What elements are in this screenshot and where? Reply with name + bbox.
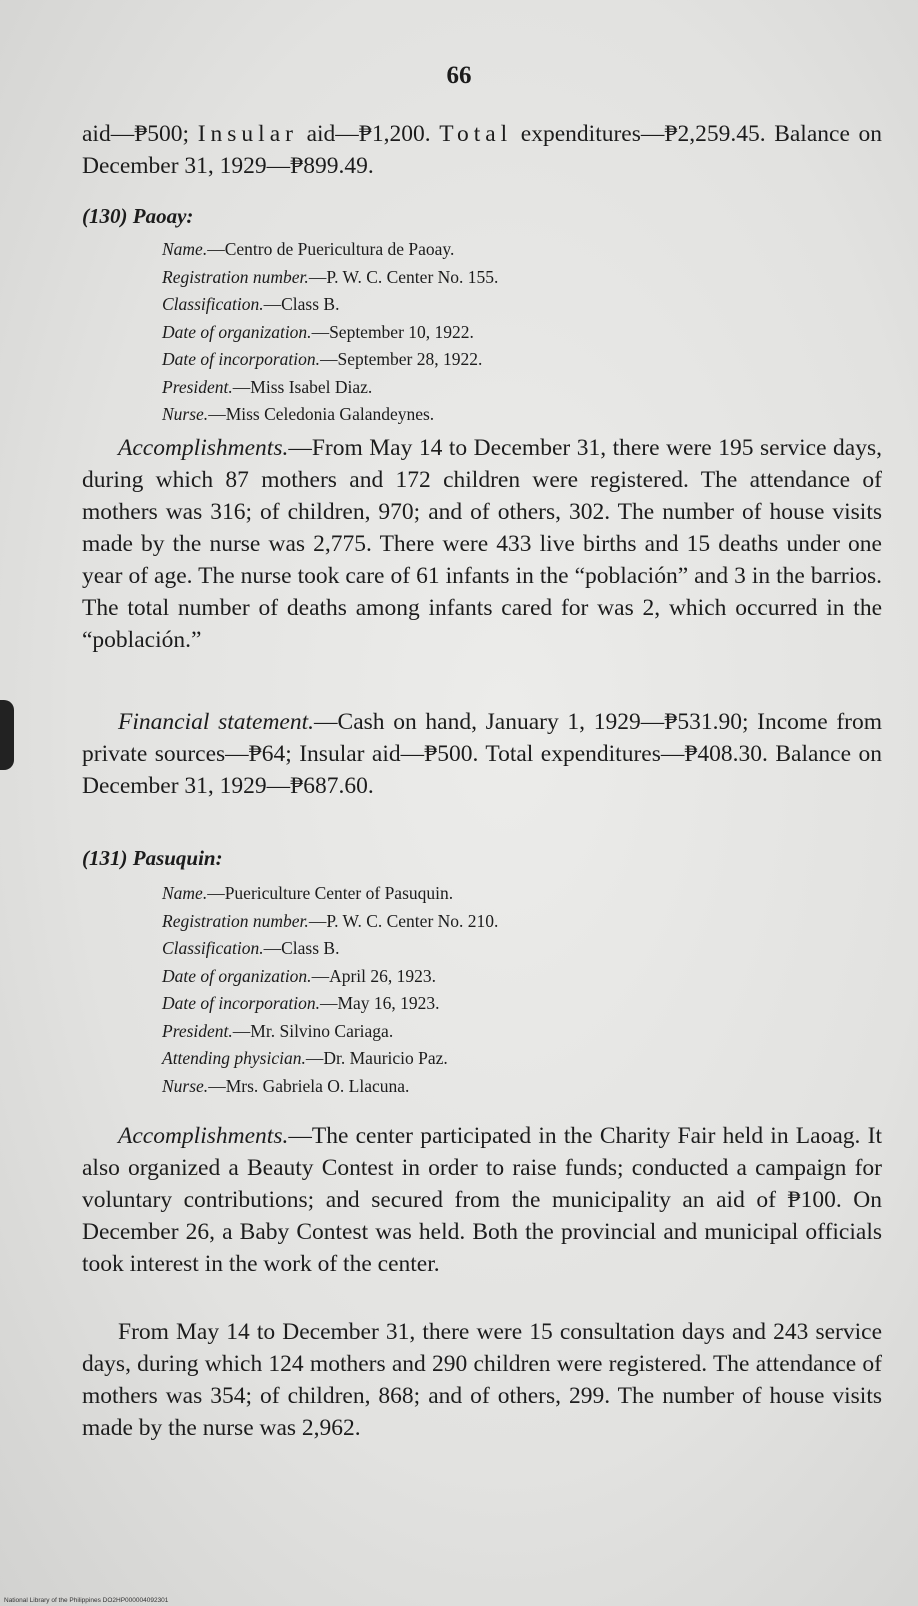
accomplishments-paragraph-pasuquin <box>82 1120 882 1280</box>
detail-label: Classification. <box>162 938 264 958</box>
detail-value: —Mrs. Gabriela O. Llacuna. <box>208 1075 410 1096</box>
financial-paragraph-paoay <box>82 706 882 802</box>
detail-value: —May 16, 1923. <box>319 993 440 1013</box>
paragraph-text: —The center participated in the Charity Fair held in Laoag. It also organized a Beauty Contest in order to raise funds; conducted a campaign for voluntary contributions; and secured from the municipality an aid of ₱100. On December 26, a Baby Contest was held. Both the provincial and municipal officials took interest in the work of the center. <box>82 1123 882 1277</box>
detail-value: —P. W. C. Center No. 155. <box>308 266 499 287</box>
accomplishments-paragraph-paoay <box>82 432 882 656</box>
text-run: expenditures—₱2,259.45. Balance on December 31, 1929—₱899.49. <box>82 121 882 179</box>
detail-item <box>162 319 882 347</box>
detail-value: —Dr. Mauricio Paz. <box>305 1048 448 1068</box>
paragraph-lead: Accomplishments. <box>118 1123 289 1149</box>
detail-item <box>162 264 882 292</box>
detail-item <box>162 908 882 936</box>
paragraph-text: —Cash on hand, January 1, 1929—₱531.90; Income from private sources—₱64; Insular aid—₱500. Total expenditures—₱408.30. Balance on December 31, 1929—₱687.60. <box>82 709 883 799</box>
section-heading-paoay: (130) Paoay: <box>82 204 194 228</box>
detail-label: Date of organization. <box>162 965 312 986</box>
detail-value: —Miss Celedonia Galandeynes. <box>208 404 435 424</box>
detail-item <box>162 1018 882 1046</box>
details-list-pasuquin <box>162 880 882 1100</box>
section-heading-pasuquin: (131) Pasuquin: <box>82 846 223 870</box>
continued-paragraph <box>82 118 882 182</box>
text-run: aid—₱1,200. <box>297 121 440 147</box>
page-number: 66 <box>446 62 472 89</box>
detail-value: —Miss Isabel Diaz. <box>232 376 373 397</box>
detail-value: —Centro de Puericultura de Paoay. <box>207 239 455 259</box>
detail-label: Name. <box>162 883 208 903</box>
detail-label: President. <box>162 376 233 397</box>
detail-label: Name. <box>162 239 208 259</box>
detail-item <box>162 1073 882 1101</box>
text-run: aid—₱500; <box>82 121 198 147</box>
paragraph-lead: Financial statement. <box>118 709 315 735</box>
paragraph-text: —From May 14 to December 31, there were 195 service days, during which 87 mothers and 172 children were registered. The attendance of mothers was 316; of children, 970; and of others, 302. The number of house visits made by the nurse was 2,775. There were 433 live births and 15 deaths under one year of age. The nurse took care of 61 infants in the “población” and 3 in the barrios. The total number of deaths among infants cared for was 2, which occurred in the “población.” <box>82 435 882 653</box>
detail-label: Registration number. <box>162 266 309 287</box>
details-list-paoay <box>162 236 882 429</box>
detail-label: Date of incorporation. <box>162 349 320 369</box>
detail-item <box>162 1045 882 1073</box>
detail-item <box>162 291 882 319</box>
detail-value: —April 26, 1923. <box>311 965 437 986</box>
spaced-text: Total <box>439 121 513 147</box>
detail-label: Nurse. <box>162 404 209 424</box>
detail-value: —Class B. <box>263 294 340 314</box>
detail-label: Attending physician. <box>162 1048 306 1068</box>
detail-item <box>162 935 882 963</box>
detail-value: —Mr. Silvino Cariaga. <box>232 1020 394 1041</box>
spaced-text: Insular <box>197 121 298 147</box>
detail-value: —Puericulture Center of Pasuquin. <box>207 883 454 903</box>
detail-value: —P. W. C. Center No. 210. <box>308 910 499 931</box>
detail-item <box>162 401 882 429</box>
service-paragraph-pasuquin <box>82 1316 882 1444</box>
detail-item <box>162 374 882 402</box>
detail-item <box>162 346 882 374</box>
detail-item <box>162 880 882 908</box>
detail-label: President. <box>162 1020 233 1041</box>
detail-item <box>162 963 882 991</box>
paragraph-text: From May 14 to December 31, there were 15 consultation days and 243 service days, during which 124 mothers and 290 children were registered. The attendance of mothers was 354; of children, 868; and of others, 299. The number of house visits made by the nurse was 2,962. <box>82 1319 882 1441</box>
detail-value: —September 28, 1922. <box>319 349 483 369</box>
detail-value: —September 10, 1922. <box>311 321 474 342</box>
detail-label: Date of organization. <box>162 321 312 342</box>
detail-label: Registration number. <box>162 910 309 931</box>
binding-shadow <box>0 700 14 770</box>
detail-label: Classification. <box>162 294 264 314</box>
detail-item <box>162 990 882 1018</box>
detail-label: Nurse. <box>162 1075 209 1096</box>
detail-label: Date of incorporation. <box>162 993 320 1013</box>
detail-item <box>162 236 882 264</box>
footer-source-label: National Library of the Philippines DO2HP000004092301 <box>4 1597 169 1604</box>
paragraph-lead: Accomplishments. <box>118 435 289 461</box>
detail-value: —Class B. <box>263 938 340 958</box>
